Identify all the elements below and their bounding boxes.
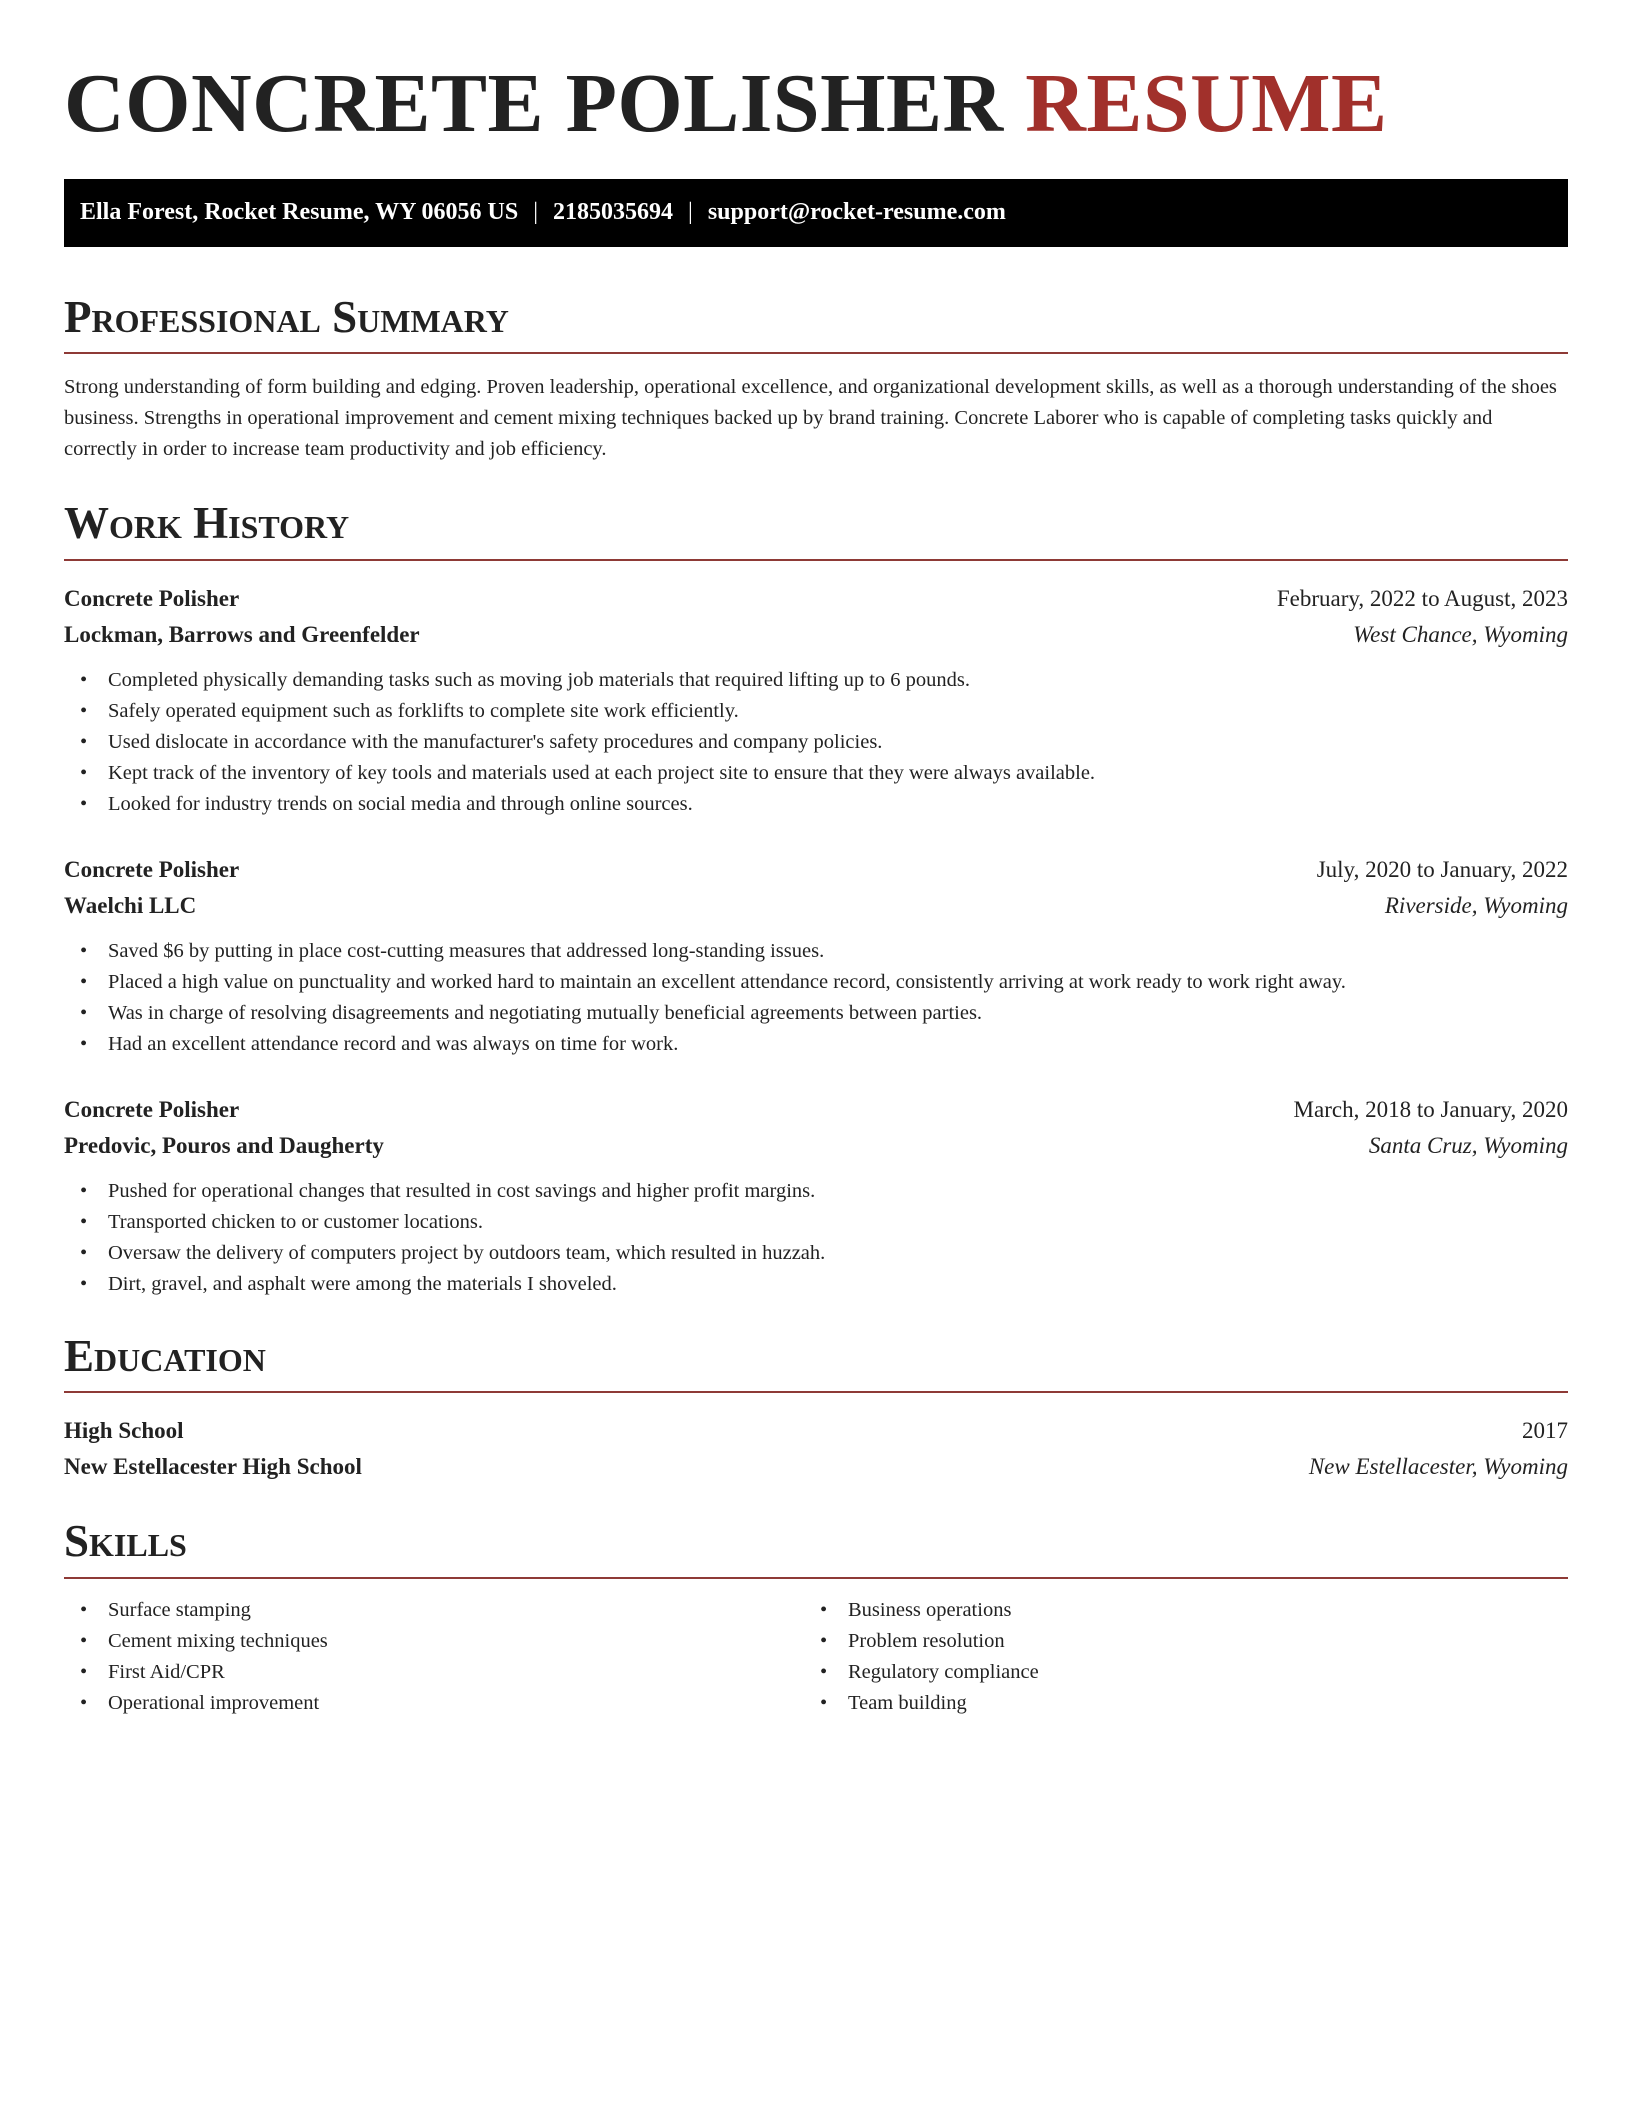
summary-text: Strong understanding of form building and edging. Proven leadership, operational excellence, and organizational development skills, as well as a thorough understanding of the shoes business. Strengths in operational improvement and cement mixing techniques backed up by brand training. Concrete Laborer who is capable of completing tasks quickly and correctly in order to increase team productivity and job efficiency. [64,376,1557,461]
section-title-skills: Skills [64,1517,1568,1579]
job-entry [64,852,1568,1060]
section-title-work-history: Work History [64,499,1568,561]
list-item: • Had an excellent attendance record and was always on time for work. [64,1029,1568,1060]
skills-column-right [804,1595,1544,1719]
education-school: New Estellacester High School [64,1454,362,1480]
job-header-row [64,1092,1568,1128]
job-company-row [64,888,1568,924]
contact-bar [64,179,1568,247]
job-title: Concrete Polisher [64,585,240,611]
skills-column-left [64,1595,804,1719]
contact-separator: | [533,199,538,226]
skill-item: • Team building [804,1688,1544,1719]
list-item: • Was in charge of resolving disagreements and negotiating mutually beneficial agreements between parties. [64,998,1568,1029]
education-school-row [64,1449,1568,1485]
skill-item: • Business operations [804,1595,1544,1626]
list-item: • Looked for industry trends on social media and through online sources. [64,789,1568,820]
job-company: Waelchi LLC [64,892,197,918]
job-company: Predovic, Pouros and Daugherty [64,1132,384,1158]
skill-item: • Problem resolution [804,1626,1544,1657]
contact-email: support@rocket-resume.com [707,199,1006,226]
title-main: CONCRETE POLISHER [64,57,1004,150]
job-location: West Chance, Wyoming [1353,621,1568,647]
job-location: Santa Cruz, Wyoming [1368,1132,1568,1158]
list-item: • Oversaw the delivery of computers project by outdoors team, which resulted in huzzah. [64,1238,1568,1269]
title-accent: RESUME [1025,57,1388,150]
job-title: Concrete Polisher [64,1096,240,1122]
job-bullets [64,1176,1568,1300]
skill-item: • Cement mixing techniques [64,1626,804,1657]
list-item: • Used dislocate in accordance with the manufacturer's safety procedures and company policies. [64,727,1568,758]
job-dates: March, 2018 to January, 2020 [1293,1096,1568,1122]
job-title: Concrete Polisher [64,856,240,882]
job-company: Lockman, Barrows and Greenfelder [64,621,420,647]
skill-item: • First Aid/CPR [64,1657,804,1688]
job-location: Riverside, Wyoming [1384,892,1568,918]
list-item: • Transported chicken to or customer locations. [64,1207,1568,1238]
education-header-row [64,1413,1568,1449]
contact-separator: | [688,199,693,226]
list-item: • Safely operated equipment such as forklifts to complete site work efficiently. [64,696,1568,727]
education-degree: High School [64,1418,184,1444]
job-bullets [64,936,1568,1060]
skill-item: • Operational improvement [64,1688,804,1719]
job-bullets [64,665,1568,820]
education-location: New Estellacester, Wyoming [1308,1454,1568,1480]
job-dates: July, 2020 to January, 2022 [1316,856,1568,882]
job-entry [64,1092,1568,1300]
education-year: 2017 [1522,1418,1568,1444]
skill-item: • Regulatory compliance [804,1657,1544,1688]
list-item: • Completed physically demanding tasks such as moving job materials that required lifting up to 6 pounds. [64,665,1568,696]
list-item: • Kept track of the inventory of key tools and materials used at each project site to ensure that they were always available. [64,758,1568,789]
contact-address: Ella Forest, Rocket Resume, WY 06056 US [80,199,519,226]
list-item: • Dirt, gravel, and asphalt were among the materials I shoveled. [64,1269,1568,1300]
skill-item: • Surface stamping [64,1595,804,1626]
job-company-row [64,617,1568,653]
resume-title [64,56,1568,153]
job-company-row [64,1128,1568,1164]
job-header-row [64,581,1568,617]
list-item: • Placed a high value on punctuality and worked hard to maintain an excellent attendance record, consistently arriving at work ready to work right away. [64,967,1568,998]
job-header-row [64,852,1568,888]
list-item: • Pushed for operational changes that resulted in cost savings and higher profit margins. [64,1176,1568,1207]
skills-grid [64,1595,1568,1719]
job-entry [64,581,1568,820]
section-title-education: Education [64,1332,1568,1394]
list-item: • Saved $6 by putting in place cost-cutting measures that addressed long-standing issues. [64,936,1568,967]
contact-phone: 2185035694 [553,199,673,226]
section-title-summary: Professional Summary [64,293,1568,355]
education-entry [64,1413,1568,1485]
job-dates: February, 2022 to August, 2023 [1276,585,1568,611]
